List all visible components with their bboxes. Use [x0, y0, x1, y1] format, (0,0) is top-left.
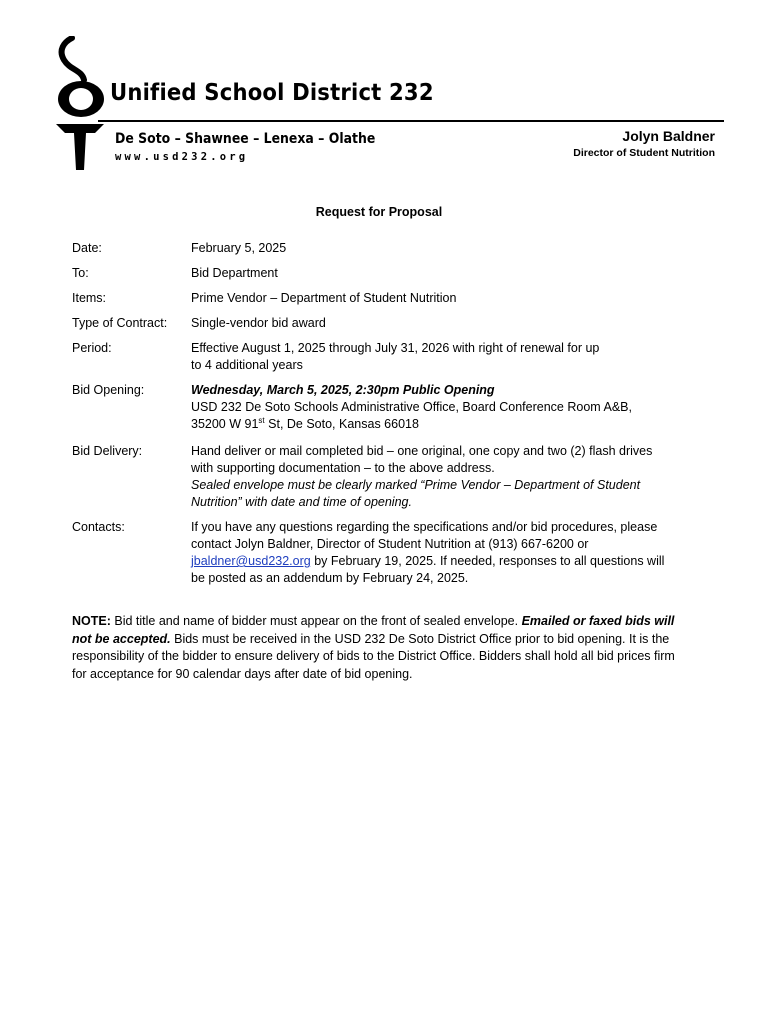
- items-value: Prime Vendor – Department of Student Nutrition: [191, 291, 457, 305]
- contacts-value: [191, 519, 691, 587]
- delivery-value: [191, 443, 691, 511]
- contact-email-link[interactable]: jbaldner@usd232.org: [191, 554, 311, 568]
- period-label: Period:: [72, 341, 112, 355]
- district-cities: De Soto – Shawnee – Lenexa – Olathe: [115, 131, 376, 147]
- date-value: February 5, 2025: [191, 241, 287, 255]
- contract-value: Single-vendor bid award: [191, 316, 326, 330]
- contacts-line: contact Jolyn Baldner, Director of Student Nutrition at (913) 667-6200 or: [191, 537, 589, 551]
- delivery-line: with supporting documentation – to the above address.: [191, 461, 495, 475]
- note-paragraph: NOTE: Bid title and name of bidder must appear on the front of sealed envelope. Emailed or faxed bids will not be accepted. Bids must be received in the USD 232 De Soto District Office prior to bid opening. It is the responsibility of the bidder to ensure delivery of bids to the District Office. Bidders shall hold all bid prices firm for acceptance for 90 calendar days after date of bid opening.: [72, 614, 675, 681]
- opening-value: [191, 382, 691, 433]
- delivery-envelope-instruction: Nutrition” with date and time of opening.: [191, 495, 412, 509]
- to-label: To:: [72, 266, 89, 280]
- header-divider: [98, 120, 724, 122]
- period-line: Effective August 1, 2025 through July 31, 2026 with right of renewal for up: [191, 341, 600, 355]
- district-name: Unified School District 232: [110, 80, 434, 106]
- delivery-line: Hand deliver or mail completed bid – one original, one copy and two (2) flash drives: [191, 444, 653, 458]
- torch-logo-icon: [50, 36, 108, 176]
- opening-label: Bid Opening:: [72, 383, 145, 397]
- opening-location: USD 232 De Soto Schools Administrative Office, Board Conference Room A&B,: [191, 400, 632, 414]
- period-line: to 4 additional years: [191, 358, 303, 372]
- document-title: Request for Proposal: [315, 205, 443, 219]
- period-value: [191, 340, 691, 374]
- items-label: Items:: [72, 291, 107, 305]
- district-website[interactable]: www.usd232.org: [115, 151, 249, 163]
- date-label: Date:: [72, 241, 102, 255]
- contacts-line: be posted as an addendum by February 24, 2025.: [191, 571, 469, 585]
- contacts-line: If you have any questions regarding the specifications and/or bid procedures, please: [191, 520, 658, 534]
- opening-date-time: Wednesday, March 5, 2025, 2:30pm Public Opening: [191, 383, 495, 397]
- delivery-label: Bid Delivery:: [72, 444, 143, 458]
- contract-label: Type of Contract:: [72, 316, 168, 330]
- delivery-envelope-instruction: Sealed envelope must be clearly marked “Prime Vendor – Department of Student: [191, 478, 641, 492]
- note-label: NOTE:: [72, 614, 111, 628]
- contacts-line: jbaldner@usd232.org by February 19, 2025. If needed, responses to all questions will: [191, 554, 665, 568]
- signer-title: Director of Student Nutrition: [573, 147, 715, 159]
- opening-address: 35200 W 91st St, De Soto, Kansas 66018: [191, 415, 419, 431]
- note-emphasis: Emailed or faxed bids will not be accepted.: [72, 614, 675, 646]
- contacts-label: Contacts:: [72, 520, 125, 534]
- to-value: Bid Department: [191, 266, 278, 280]
- signer-name: Jolyn Baldner: [622, 128, 715, 144]
